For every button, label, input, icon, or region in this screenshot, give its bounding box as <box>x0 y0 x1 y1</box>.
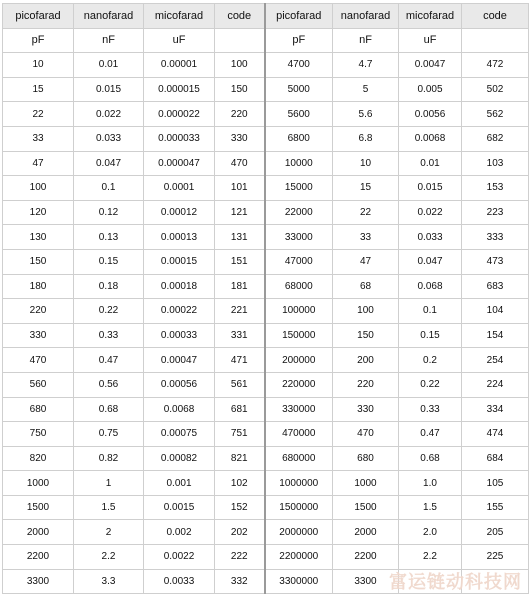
unit-cell: nF <box>333 28 399 53</box>
table-cell: 0.47 <box>399 422 462 447</box>
unit-cell: pF <box>265 28 333 53</box>
table-cell: 0.000047 <box>144 151 215 176</box>
table-cell: 1000 <box>333 471 399 496</box>
table-cell: 47 <box>333 249 399 274</box>
table-cell: 682 <box>462 126 529 151</box>
table-cell: 22000 <box>265 200 333 225</box>
table-cell: 0.022 <box>399 200 462 225</box>
table-cell: 6800 <box>265 126 333 151</box>
table-cell: 0.015 <box>399 176 462 201</box>
table-cell: 0.68 <box>74 397 144 422</box>
table-cell: 0.000015 <box>144 77 215 102</box>
table-cell: 330 <box>3 323 74 348</box>
table-row <box>3 446 529 471</box>
table-cell: 502 <box>462 77 529 102</box>
table-cell: 0.000033 <box>144 126 215 151</box>
table-cell: 0.047 <box>74 151 144 176</box>
table-cell: 560 <box>3 372 74 397</box>
table-cell: 47000 <box>265 249 333 274</box>
table-row <box>3 422 529 447</box>
table-cell: 2200 <box>333 545 399 570</box>
table-cell: 1 <box>74 471 144 496</box>
table-cell: 0.033 <box>74 126 144 151</box>
table-cell: 5.6 <box>333 102 399 127</box>
table-cell: 0.0068 <box>399 126 462 151</box>
table-cell: 103 <box>462 151 529 176</box>
table-row <box>3 176 529 201</box>
table-cell: 22 <box>3 102 74 127</box>
table-cell: 0.00047 <box>144 348 215 373</box>
table-cell: 68000 <box>265 274 333 299</box>
table-cell: 0.047 <box>399 249 462 274</box>
table-cell: 4700 <box>265 53 333 78</box>
table-cell: 0.0033 <box>144 569 215 594</box>
table-cell: 0.00001 <box>144 53 215 78</box>
table-row <box>3 249 529 274</box>
table-cell: 474 <box>462 422 529 447</box>
table-row <box>3 520 529 545</box>
table-cell: 0.1 <box>399 299 462 324</box>
table-cell: 220 <box>215 102 265 127</box>
table-cell: 15000 <box>265 176 333 201</box>
table-cell: 0.033 <box>399 225 462 250</box>
table-cell: 223 <box>462 200 529 225</box>
table-cell: 820 <box>3 446 74 471</box>
table-cell: 151 <box>215 249 265 274</box>
table-cell: 0.00018 <box>144 274 215 299</box>
unit-cell: pF <box>3 28 74 53</box>
table-cell: 220 <box>3 299 74 324</box>
table-cell: 68 <box>333 274 399 299</box>
table-cell: 131 <box>215 225 265 250</box>
table-cell: 2.2 <box>74 545 144 570</box>
table-cell: 0.82 <box>74 446 144 471</box>
table-cell: 1000 <box>3 471 74 496</box>
table-cell: 0.00012 <box>144 200 215 225</box>
units-row <box>3 28 529 53</box>
table-cell: 150 <box>333 323 399 348</box>
table-cell: 0.00082 <box>144 446 215 471</box>
header-cell: micofarad <box>399 4 462 29</box>
table-cell: 680000 <box>265 446 333 471</box>
table-cell: 473 <box>462 249 529 274</box>
table-cell: 0.00033 <box>144 323 215 348</box>
table-cell: 47 <box>3 151 74 176</box>
table-row <box>3 545 529 570</box>
table-cell: 750 <box>3 422 74 447</box>
table-cell: 562 <box>462 102 529 127</box>
table-cell: 205 <box>462 520 529 545</box>
table-cell: 2000 <box>3 520 74 545</box>
table-cell: 0.00013 <box>144 225 215 250</box>
table-row <box>3 471 529 496</box>
table-cell: 10000 <box>265 151 333 176</box>
header-cell: code <box>462 4 529 29</box>
table-cell: 220000 <box>265 372 333 397</box>
table-cell: 102 <box>215 471 265 496</box>
table-cell: 683 <box>462 274 529 299</box>
table-cell: 0.005 <box>399 77 462 102</box>
table-cell: 0.00075 <box>144 422 215 447</box>
table-cell: 155 <box>462 495 529 520</box>
table-cell: 33 <box>333 225 399 250</box>
table-row <box>3 225 529 250</box>
table-cell: 821 <box>215 446 265 471</box>
table-row <box>3 299 529 324</box>
header-cell: nanofarad <box>333 4 399 29</box>
table-row <box>3 126 529 151</box>
table-row <box>3 274 529 299</box>
table-cell: 220 <box>333 372 399 397</box>
table-cell: 180 <box>3 274 74 299</box>
table-cell: 0.001 <box>144 471 215 496</box>
table-cell: 680 <box>3 397 74 422</box>
table-cell: 0.33 <box>399 397 462 422</box>
table-row <box>3 495 529 520</box>
table-cell: 1.5 <box>74 495 144 520</box>
table-cell: 680 <box>333 446 399 471</box>
table-cell: 0.0015 <box>144 495 215 520</box>
table-cell: 1000000 <box>265 471 333 496</box>
table-cell: 4.7 <box>333 53 399 78</box>
table-cell: 1500 <box>3 495 74 520</box>
table-cell: 33 <box>3 126 74 151</box>
table-cell: 221 <box>215 299 265 324</box>
table-cell: 0.015 <box>74 77 144 102</box>
table-cell: 332 <box>215 569 265 594</box>
table-cell: 5 <box>333 77 399 102</box>
table-body <box>3 53 529 594</box>
table-cell: 1500 <box>333 495 399 520</box>
table-cell: 0.0022 <box>144 545 215 570</box>
table-cell: 0.22 <box>74 299 144 324</box>
table-cell: 3300 <box>3 569 74 594</box>
table-row <box>3 53 529 78</box>
table-cell: 100 <box>215 53 265 78</box>
table-cell: 6.8 <box>333 126 399 151</box>
table-cell: 681 <box>215 397 265 422</box>
table-row <box>3 372 529 397</box>
table-cell: 153 <box>462 176 529 201</box>
table-cell: 200 <box>333 348 399 373</box>
header-cell: nanofarad <box>74 4 144 29</box>
table-cell: 330 <box>215 126 265 151</box>
table-cell: 154 <box>462 323 529 348</box>
table-cell: 104 <box>462 299 529 324</box>
table-cell: 120 <box>3 200 74 225</box>
table-cell: 0.22 <box>399 372 462 397</box>
table-cell: 0.00022 <box>144 299 215 324</box>
table-cell: 10 <box>333 151 399 176</box>
header-cell: code <box>215 4 265 29</box>
header-cell: micofarad <box>144 4 215 29</box>
table-cell: 2000 <box>333 520 399 545</box>
table-cell: 150 <box>215 77 265 102</box>
table-cell: 5600 <box>265 102 333 127</box>
table-cell: 0.2 <box>399 348 462 373</box>
table-cell: 0.01 <box>399 151 462 176</box>
table-cell: 200000 <box>265 348 333 373</box>
table-cell: 2200000 <box>265 545 333 570</box>
table-cell: 225 <box>462 545 529 570</box>
table-cell: 150 <box>3 249 74 274</box>
table-cell: 0.0056 <box>399 102 462 127</box>
table-cell: 3300 <box>333 569 399 594</box>
table-cell: 330000 <box>265 397 333 422</box>
table-cell: 100000 <box>265 299 333 324</box>
table-cell: 0.068 <box>399 274 462 299</box>
table-cell: 330 <box>333 397 399 422</box>
table-cell: 751 <box>215 422 265 447</box>
table-cell: 0.01 <box>74 53 144 78</box>
table-cell: 2000000 <box>265 520 333 545</box>
table-cell: 3.3 <box>74 569 144 594</box>
table-cell: 333 <box>462 225 529 250</box>
table-cell: 130 <box>3 225 74 250</box>
table-cell: 2.0 <box>399 520 462 545</box>
table-cell: 2200 <box>3 545 74 570</box>
table-cell: 1.5 <box>399 495 462 520</box>
table-cell: 0.68 <box>399 446 462 471</box>
table-cell: 224 <box>462 372 529 397</box>
table-cell: 0.00056 <box>144 372 215 397</box>
table-row <box>3 323 529 348</box>
table-cell: 100 <box>333 299 399 324</box>
table-row <box>3 348 529 373</box>
table-cell: 15 <box>3 77 74 102</box>
table-cell: 471 <box>215 348 265 373</box>
table-cell: 0.0047 <box>399 53 462 78</box>
table-cell: 0.75 <box>74 422 144 447</box>
table-cell: 470000 <box>265 422 333 447</box>
table-cell: 121 <box>215 200 265 225</box>
unit-cell: uF <box>399 28 462 53</box>
table-cell: 0.00015 <box>144 249 215 274</box>
table-cell: 1500000 <box>265 495 333 520</box>
table-cell: 1.0 <box>399 471 462 496</box>
table-cell: 105 <box>462 471 529 496</box>
table-cell: 0.33 <box>74 323 144 348</box>
table-cell: 202 <box>215 520 265 545</box>
table-row <box>3 397 529 422</box>
table-cell: 684 <box>462 446 529 471</box>
table-cell: 2 <box>74 520 144 545</box>
unit-cell <box>462 28 529 53</box>
table-cell: 181 <box>215 274 265 299</box>
table-cell: 0.1 <box>74 176 144 201</box>
table-cell: 5000 <box>265 77 333 102</box>
table-cell: 0.56 <box>74 372 144 397</box>
header-cell: picofarad <box>3 4 74 29</box>
table-cell: 0.47 <box>74 348 144 373</box>
table-cell: 0.000022 <box>144 102 215 127</box>
table-cell: 0.0068 <box>144 397 215 422</box>
table-cell: 470 <box>3 348 74 373</box>
table-cell: 561 <box>215 372 265 397</box>
unit-cell: nF <box>74 28 144 53</box>
table-row <box>3 151 529 176</box>
table-cell: 470 <box>333 422 399 447</box>
table-cell: 150000 <box>265 323 333 348</box>
table-cell: 100 <box>3 176 74 201</box>
table-cell: 222 <box>215 545 265 570</box>
table-cell: 334 <box>462 397 529 422</box>
table-cell: 0.12 <box>74 200 144 225</box>
table-cell: 15 <box>333 176 399 201</box>
table-cell: 472 <box>462 53 529 78</box>
table-row <box>3 200 529 225</box>
unit-cell <box>215 28 265 53</box>
watermark-logo: 富运链动科技网 <box>389 572 522 593</box>
table-cell: 0.022 <box>74 102 144 127</box>
table-cell: 0.0001 <box>144 176 215 201</box>
table-row <box>3 77 529 102</box>
table-cell: 0.13 <box>74 225 144 250</box>
header-cell: picofarad <box>265 4 333 29</box>
table-cell: 10 <box>3 53 74 78</box>
table-cell: 22 <box>333 200 399 225</box>
table-cell: 0.15 <box>74 249 144 274</box>
table-cell: 254 <box>462 348 529 373</box>
unit-cell: uF <box>144 28 215 53</box>
table-cell: 101 <box>215 176 265 201</box>
table-cell: 470 <box>215 151 265 176</box>
table-cell: 3300000 <box>265 569 333 594</box>
table-cell: 0.18 <box>74 274 144 299</box>
capacitor-conversion-table <box>2 3 529 594</box>
table-row <box>3 102 529 127</box>
table-cell: 0.15 <box>399 323 462 348</box>
header-row <box>3 4 529 29</box>
table-cell: 33000 <box>265 225 333 250</box>
table-cell: 2.2 <box>399 545 462 570</box>
table-cell: 152 <box>215 495 265 520</box>
table-cell: 331 <box>215 323 265 348</box>
table-cell: 0.002 <box>144 520 215 545</box>
